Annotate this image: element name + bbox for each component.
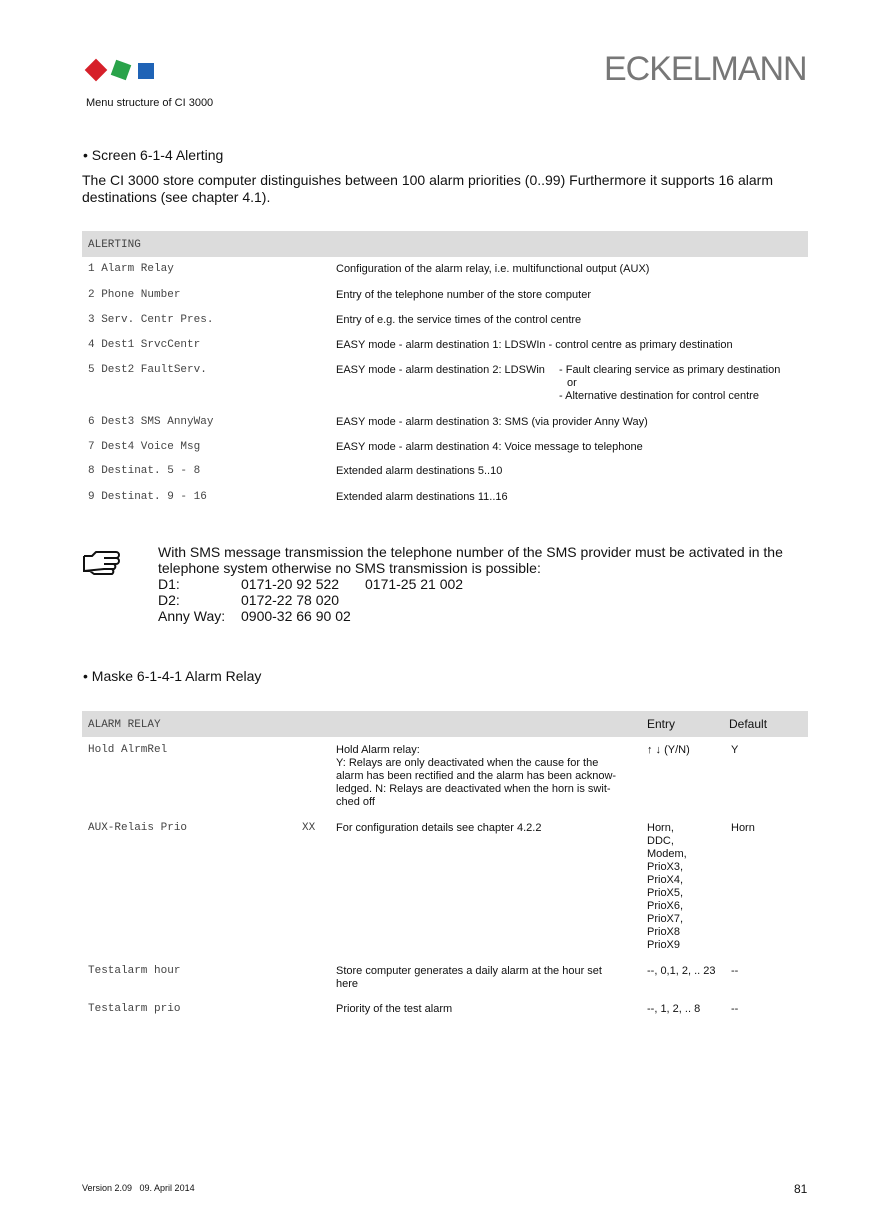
note-d2: D2: 0172-22 78 020 xyxy=(158,592,340,608)
sms-note: With SMS message transmission the telephone number of the SMS provider must be activated in the telephone system otherwise no SMS transmission is possible: D1: 0171-20 92 522 0171-25 21 002 D2: 0172-22 78 020 Anny Way: 0900-32 66 90 02 xyxy=(158,544,798,624)
table-title: ALARM RELAY xyxy=(88,719,161,731)
page-number: 81 xyxy=(794,1182,808,1196)
note-d1: D1: 0171-20 92 522 0171-25 21 002 xyxy=(158,576,464,592)
column-entry: Entry xyxy=(647,717,676,731)
table-header xyxy=(82,711,808,737)
footer-version: Version 2.09 09. April 2014 xyxy=(82,1183,195,1193)
table-header xyxy=(82,231,808,257)
eckelmann-logo xyxy=(84,58,156,84)
pointing-hand-icon xyxy=(82,544,126,576)
column-default: Default xyxy=(729,717,768,731)
brand-name: ECKELMANN xyxy=(604,50,807,88)
note-anny-way: Anny Way: 0900-32 66 90 02 xyxy=(158,608,351,624)
page-subtitle: Menu structure of CI 3000 xyxy=(86,97,214,109)
alerting-table: ALERTING 1 Alarm Relay Configuration of the alarm relay, i.e. multifunctional output (AUX) 2 Phone Number Entry of the telephone number of the store computer 3 Serv. Centr Pres. Entry of e.g. the service times of the control centre 4 Dest1 SrvcCentr EASY mode - alarm destination 1: LDSWIn - control centre as primary destination 5 Dest2 FaultServ. EASY mode - alarm destination 2: LDSWin - Fault clearing service as primary destination or - Alternative destination for control centre 6 Dest3 SMS AnnyWay EASY mode - alarm destination 3: SMS (via provider Anny Way) 7 Dest4 Voice Msg EASY mode - alarm destination 4: Voice message to telephone 8 Destinat. 5 - 8 Extended alarm destinations 5..10 9 Destinat. 9 - 16 Extended alarm destinations 11..16 xyxy=(82,231,808,511)
intro-paragraph: The CI 3000 store computer distinguishes between 100 alarm priorities (0..99) Furthermore it supports 16 alarm destinations (see chapter 4.1). xyxy=(82,172,773,205)
table-title: ALERTING xyxy=(88,239,141,251)
alarm-relay-table: ALARM RELAY Entry Default Hold AlrmRel Hold Alarm relay: Y: Relays are only deactivated when the cause for the alarm has been rectified and the alarm has been acknow- ledged. N: Relays are deactivated when the horn is swit- ched off ↑ ↓ (Y/N) Y AUX-Relais Prio XX For configuration details see chapter 4.2.2 Horn, DDC, Modem, PrioX3, PrioX4, PrioX5, PrioX6, PrioX7, PrioX8 PrioX9 Horn Testalarm hour Store computer generates a daily alarm at the hour set here --, 0,1, 2, .. 23 -- Testalarm prio Priority of the test alarm --, 1, 2, .. 8 -- xyxy=(82,711,808,1021)
section-heading-alerting: • Screen 6-1-4 Alerting xyxy=(83,147,224,163)
section-heading-alarm-relay: • Maske 6-1-4-1 Alarm Relay xyxy=(83,668,262,684)
